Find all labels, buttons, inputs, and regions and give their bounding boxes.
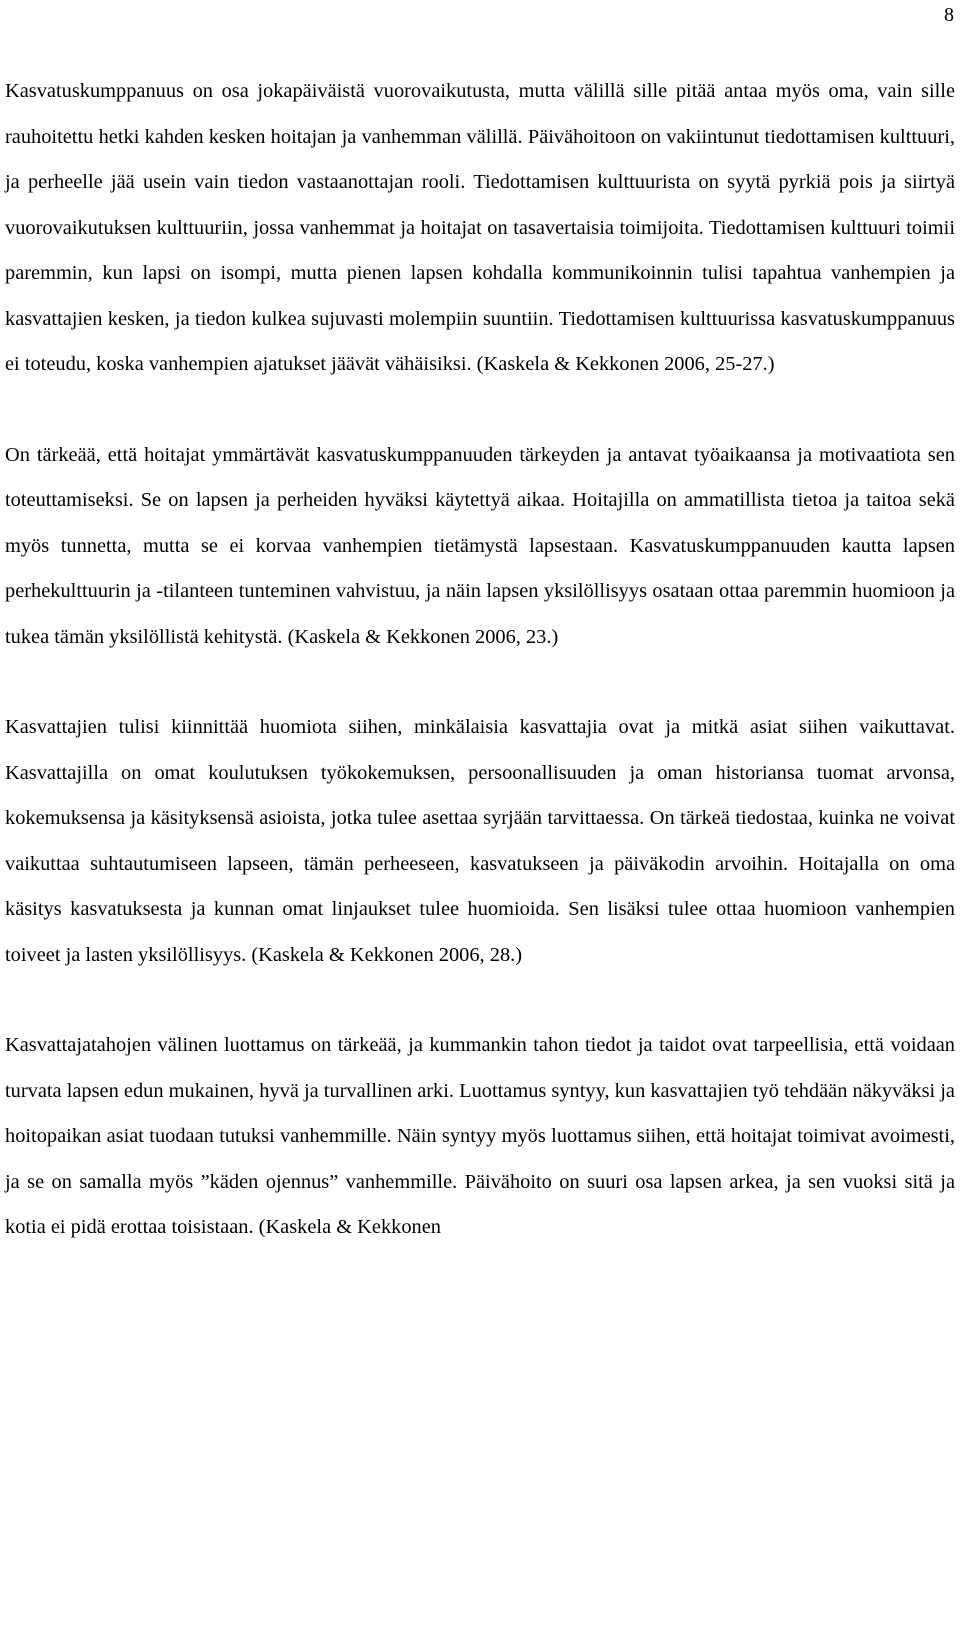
- paragraph-4: Kasvattajatahojen välinen luottamus on tärkeää, ja kummankin tahon tiedot ja taidot ovat tarpeellisia, että voidaan turvata lapsen edun mukainen, hyvä ja turvallinen arki. Luottamus syntyy, kun kasvattajien työ tehdään näkyväksi ja hoitopaikan asiat tuodaan tutuksi vanhemmille. Näin syntyy myös luottamus siihen, että hoitajat toimivat avoimesti, ja se on samalla myös ”käden ojennus” vanhemmille. Päivähoito on suuri osa lapsen arkea, ja sen vuoksi sitä ja kotia ei pidä erottaa toisistaan. (Kaskela & Kekkonen: [5, 1034, 955, 1238]
- paragraph-1: Kasvatuskumppanuus on osa jokapäiväistä vuorovaikutusta, mutta välillä sille pitää antaa myös oma, vain sille rauhoitettu hetki kahden kesken hoitajan ja vanhemman välillä. Päivähoitoon on vakiintunut tiedottamisen kulttuuri, ja perheelle jää usein vain tiedon vastaanottajan rooli. Tiedottamisen kulttuurista on syytä pyrkiä pois ja siirtyä vuorovaikutuksen kulttuuriin, jossa vanhemmat ja hoitajat on tasavertaisia toimijoita. Tiedottamisen kulttuuri toimii paremmin, kun lapsi on isompi, mutta pienen lapsen kohdalla kommunikoinnin tulisi tapahtua vanhempien ja kasvattajien kesken, ja tiedon kulkea sujuvasti molempiin suuntiin. Tiedottamisen kulttuurissa kasvatuskumppanuus ei toteudu, koska vanhempien ajatukset jäävät vähäisiksi. (Kaskela & Kekkonen 2006, 25-27.): [5, 80, 955, 375]
- page-number: 8: [944, 4, 954, 26]
- document-body: [5, 69, 955, 1251]
- paragraph-2: On tärkeää, että hoitajat ymmärtävät kasvatuskumppanuuden tärkeyden ja antavat työaikaansa ja motivaatiota sen toteuttamiseksi. Se on lapsen ja perheiden hyväksi käytettyä aikaa. Hoitajilla on ammatillista tietoa ja taitoa sekä myös tunnetta, mutta se ei korvaa vanhempien tietämystä lapsestaan. Kasvatuskumppanuuden kautta lapsen perhekulttuurin ja -tilanteen tunteminen vahvistuu, ja näin lapsen yksilöllisyys osataan ottaa paremmin huomioon ja tukea tämän yksilöllistä kehitystä. (Kaskela & Kekkonen 2006, 23.): [5, 443, 955, 648]
- paragraph-3: Kasvattajien tulisi kiinnittää huomiota siihen, minkälaisia kasvattajia ovat ja mitkä asiat siihen vaikuttavat. Kasvattajilla on omat koulutuksen työkokemuksen, persoonallisuuden ja oman historiansa tuomat arvonsa, kokemuksensa ja käsityksensä asioista, jotka tulee asettaa syrjään tarvittaessa. On tärkeä tiedostaa, kuinka ne voivat vaikuttaa suhtautumiseen lapseen, tämän perheeseen, kasvatukseen ja päiväkodin arvoihin. Hoitajalla on oma käsitys kasvatuksesta ja kunnan omat linjaukset tulee huomioida. Sen lisäksi tulee ottaa huomioon vanhempien toiveet ja lasten yksilöllisyys. (Kaskela & Kekkonen 2006, 28.): [5, 716, 955, 966]
